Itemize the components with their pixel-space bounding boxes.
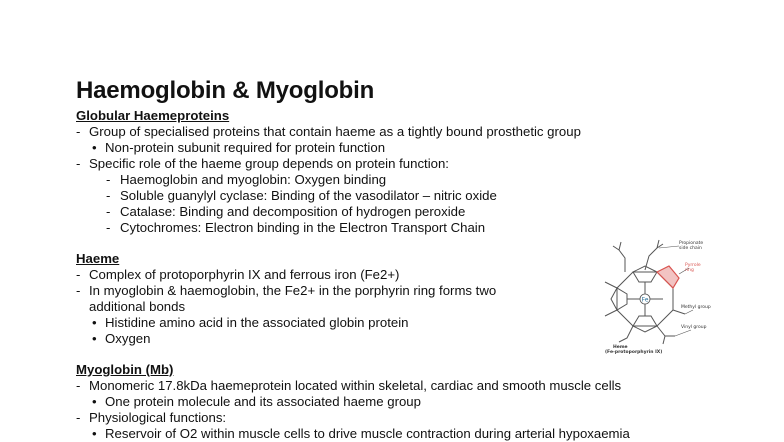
section-heading-haeme: Haeme	[76, 251, 120, 266]
list-item: - Haemoglobin and myoglobin: Oxygen binding	[106, 172, 387, 187]
dash-marker: -	[76, 124, 81, 139]
list-item: • Reservoir of O2 within muscle cells to drive muscle contraction during arterial hypoxaemia	[92, 426, 630, 441]
list-item: - Soluble guanylyl cyclase: Binding of the vasodilator – nitric oxide	[106, 188, 497, 203]
dash-marker: -	[76, 283, 81, 298]
list-item: - Catalase: Binding and decomposition of hydrogen peroxide	[106, 204, 466, 219]
label-fe-protoporphyrin: (Fe-protoporphyrin IX)	[605, 350, 663, 355]
list-item: • One protein molecule and its associated haeme group	[92, 394, 421, 409]
propionate-chain-right	[645, 240, 663, 270]
list-item: - Physiological functions:	[76, 410, 227, 425]
vinyl-bond	[657, 326, 675, 344]
bullet-marker: •	[92, 315, 97, 330]
label-pyrrole: Pyrrole	[685, 263, 701, 268]
dash-marker: -	[76, 378, 81, 393]
list-item: - Group of specialised proteins that contain haeme as a tightly bound prosthetic group	[76, 124, 581, 139]
bullet-marker: •	[92, 426, 97, 441]
label-ring: ring	[685, 268, 694, 273]
list-item: • Oxygen	[92, 331, 151, 346]
heme-molecule-diagram	[593, 232, 711, 356]
bullet-marker: •	[92, 140, 97, 155]
label-propionate: Propionate	[679, 241, 704, 246]
list-item-continuation: additional bonds	[89, 299, 186, 314]
list-item: • Histidine amino acid in the associated globin protein	[92, 315, 409, 330]
label-methyl: Methyl group	[681, 305, 711, 310]
fe-symbol: Fe	[641, 296, 649, 304]
heme-structure-figure	[593, 232, 711, 356]
dash-marker: -	[106, 220, 111, 235]
label-vinyl: Vinyl group	[681, 325, 707, 330]
dash-marker: -	[106, 188, 111, 203]
dash-marker: -	[76, 156, 81, 171]
label-side-chain: side chain	[679, 246, 702, 251]
list-item: - Cytochromes: Electron binding in the Electron Transport Chain	[106, 220, 486, 235]
list-item: - In myoglobin & haemoglobin, the Fe2+ in the porphyrin ring forms two	[76, 283, 497, 298]
list-item: - Monomeric 17.8kDa haemeprotein located within skeletal, cardiac and smooth muscle cells	[76, 378, 622, 393]
bullet-marker: •	[92, 331, 97, 346]
page-title: Haemoglobin & Myoglobin	[76, 77, 375, 104]
methyl-bond	[673, 310, 685, 314]
section-heading-globular: Globular Haemeproteins	[76, 108, 230, 123]
dash-marker: -	[106, 204, 111, 219]
propionate-chain-left	[613, 242, 625, 272]
list-item: - Complex of protoporphyrin IX and ferrous iron (Fe2+)	[76, 267, 400, 282]
list-item: - Specific role of the haeme group depends on protein function:	[76, 156, 449, 171]
section-heading-myoglobin: Myoglobin (Mb)	[76, 362, 174, 377]
pyrrole-ring-left	[611, 288, 627, 310]
label-heme: Heme	[613, 345, 628, 350]
pyrrole-ring-highlight	[657, 266, 679, 288]
bullet-marker: •	[92, 394, 97, 409]
dash-marker: -	[76, 267, 81, 282]
list-item: • Non-protein subunit required for protein function	[92, 140, 386, 155]
pyrrole-ring-bottom	[633, 316, 657, 332]
dash-marker: -	[76, 410, 81, 425]
dash-marker: -	[106, 172, 111, 187]
